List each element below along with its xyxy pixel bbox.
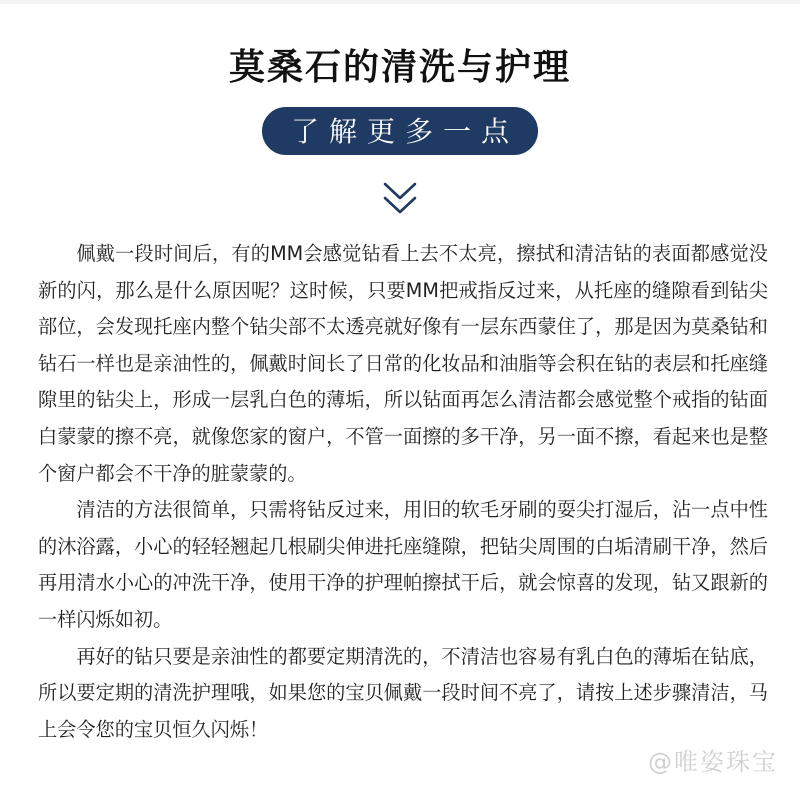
paragraph-3: 再好的钻只要是亲油性的都要定期清洗的，不清洁也容易有乳白色的薄垢在钻底，所以要定期的清洗护理哦，如果您的宝贝佩戴一段时间不亮了，请按上述步骤清洁，马上会令您的宝贝恒久闪烁！ xyxy=(38,644,768,741)
learn-more-badge: 了解更多一点 xyxy=(262,107,538,155)
top-strip xyxy=(0,0,800,4)
paragraph-2: 清洁的方法很简单，只需将钻反过来，用旧的软毛牙刷的耍尖打湿后，沾一点中性的沐浴露，小心的轻轻翘起几根刷尖伸进托座缝隙，把钻尖周围的白垢清刷干净，然后再用清水小心的冲洗干净，使用干净的护理帕擦拭干后，就会惊喜的发现，钻又跟新的一样闪烁如初。 xyxy=(38,498,768,631)
brand-watermark: @唯姿珠宝 xyxy=(648,748,778,776)
article-body xyxy=(38,236,768,748)
page-title: 莫桑石的清洗与护理 xyxy=(228,47,571,88)
paragraph-1: 佩戴一段时间后，有的MM会感觉钻看上去不太亮，擦拭和清洁钻的表面都感觉没新的闪，那么是什么原因呢？这时候，只要MM把戒指反过来，从托座的缝隙看到钻尖部位，会发现托座内整个钻尖部不太透亮就好像有一层东西蒙住了，那是因为莫桑钻和钻石一样也是亲油性的，佩戴时间长了日常的化妆品和油脂等会积在钻的表层和托座缝隙里的钻尖上，形成一层乳白色的薄垢，所以钻面再怎么清洁都会感觉整个戒指的钻面白蒙蒙的擦不亮，就像您家的窗户，不管一面擦的多干净，另一面不擦，看起来也是整个窗户都会不干净的脏蒙蒙的。 xyxy=(38,242,768,485)
double-chevron-down-icon xyxy=(382,178,418,220)
